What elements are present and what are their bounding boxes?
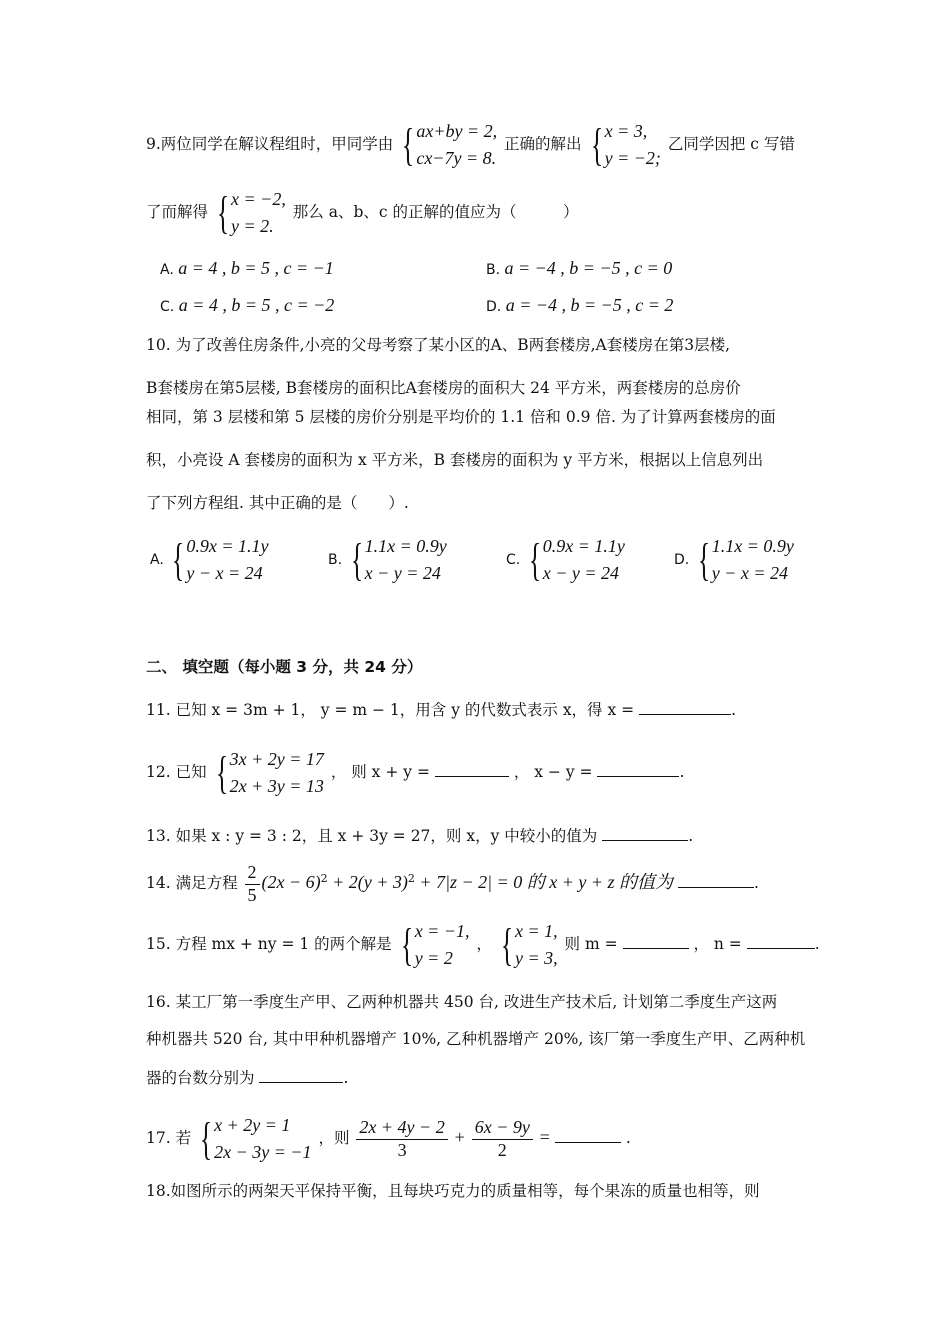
q9-system3 xyxy=(215,186,286,240)
q9-mid: 正确的解出 xyxy=(504,135,582,153)
q9-sys1-row1: ax+by = 2, xyxy=(416,121,498,141)
q17-answer-blank[interactable] xyxy=(555,1128,621,1143)
brace-icon: { xyxy=(199,1113,213,1164)
brace-icon: { xyxy=(697,534,710,585)
q14-answer-blank[interactable] xyxy=(678,873,754,888)
q10-option-c: C. { 0.9x = 1.1y x − y = 24 xyxy=(506,534,625,585)
q12-lead: 12. 已知 xyxy=(146,763,207,781)
q17: 17. 若 { x + 2y = 1 2x − 3y = −1 ，则 $\frac{2x + 4y - 2}{3}$ + $\frac{6x - 9y}{2}$ = . xyxy=(146,1113,631,1164)
q9-lead: 9.两位同学在解议程组时，甲同学由 xyxy=(146,135,394,153)
q15-system2: { x = 1, y = 3, xyxy=(500,919,558,970)
q17-system: { x + 2y = 1 2x − 3y = −1 xyxy=(199,1113,312,1164)
q10-option-d: D. { 1.1x = 0.9y y − x = 24 xyxy=(674,534,794,585)
brace-icon: { xyxy=(400,919,413,970)
q10-line3: 相同，第 3 层楼和第 5 层楼的房价分别是平均价的 1.1 倍和 0.9 倍. 为了计算两套楼房的面 xyxy=(146,408,776,426)
q9-system2 xyxy=(589,118,661,172)
q15-answer-blank-2[interactable] xyxy=(747,934,815,949)
q9-sys3-row1: x = −2, xyxy=(231,189,286,209)
brace-icon: { xyxy=(528,534,541,585)
q16-answer-blank[interactable] xyxy=(259,1068,343,1083)
q16-line2: 种机器共 520 台, 其中甲种机器增产 10%, 乙种机器增产 20%, 该厂第一季度生产甲、乙两种机 xyxy=(146,1030,806,1048)
q9-option-c: C. a = 4 , b = 5 , c = −2 xyxy=(160,295,335,315)
q9-line2-lead: 了而解得 xyxy=(146,203,209,221)
q13: 13. 如果 x : y = 3 : 2，且 x + 3y = 27，则 x，y 中较小的值为 . xyxy=(146,827,694,845)
q10-line4: 积，小亮设 A 套楼房的面积为 x 平方米，B 套楼房的面积为 y 平方米，根据以上信息列出 xyxy=(146,451,764,469)
q12-answer-blank-2[interactable] xyxy=(597,762,679,777)
q16-line3: 器的台数分别为 . xyxy=(146,1069,349,1087)
q9-line2-tail: 那么 a、b、c 的正解的值应为（ ） xyxy=(292,203,579,221)
q15-system1: { x = −1, y = 2 xyxy=(400,919,470,970)
q12-system: { 3x + 2y = 17 2x + 3y = 13 xyxy=(215,747,324,798)
brace-icon: { xyxy=(350,534,363,585)
q10-option-a: A. { 0.9x = 1.1y y − x = 24 xyxy=(150,534,269,585)
q14: 14. 满足方程 $\frac{2}{5}$ $(2x - 6)^2 + 2(y + 3)^2 + 7|z - 2| = 0$ 的 x + y + z 的值为 . xyxy=(146,862,759,905)
q9-line1 xyxy=(146,118,795,172)
q9-option-d: D. a = −4 , b = −5 , c = 2 xyxy=(486,295,674,315)
q17-fraction2: $\frac{6x - 9y}{2}$ xyxy=(472,1117,533,1161)
q16-line1: 16. 某工厂第一季度生产甲、乙两种机器共 450 台, 改进生产技术后, 计划第二季度生产这两 xyxy=(146,993,778,1011)
q11-answer-blank[interactable] xyxy=(639,700,731,715)
q14-lead: 14. 满足方程 xyxy=(146,874,238,893)
q9-option-b: B. a = −4 , b = −5 , c = 0 xyxy=(486,258,673,278)
brace-icon: { xyxy=(402,119,415,170)
q10-line2: B套楼房在第5层楼, B套楼房的面积比A套楼房的面积大 24 平方米，两套楼房的总房价 xyxy=(146,379,741,397)
q9-system1 xyxy=(400,118,497,172)
brace-icon: { xyxy=(172,534,185,585)
section-title: 二、 填空题（每小题 3 分，共 24 分） xyxy=(146,658,423,676)
q12-answer-blank-1[interactable] xyxy=(435,762,509,777)
q9-sys3-row2: y = 2. xyxy=(231,216,274,236)
q14-fraction: $\frac{2}{5}$ xyxy=(245,862,260,906)
q9-sys1-row2: cx−7y = 8. xyxy=(416,148,497,168)
q13-text: 13. 如果 x : y = 3 : 2，且 x + 3y = 27，则 x，y 中较小的值为 xyxy=(146,827,598,845)
brace-icon: { xyxy=(590,119,603,170)
q9-line2 xyxy=(146,186,578,240)
q15-lead: 15. 方程 mx + ny = 1 的两个解是 xyxy=(146,935,392,953)
q13-answer-blank[interactable] xyxy=(602,826,688,841)
q18: 18.如图所示的两架天平保持平衡，且每块巧克力的质量相等，每个果冻的质量也相等，则 xyxy=(146,1182,760,1200)
q10-line1: 10. 为了改善住房条件,小亮的父母考察了某小区的A、B两套楼房,A套楼房在第3层楼, xyxy=(146,336,730,354)
q10-line5: 了下列方程组. 其中正确的是（ ）. xyxy=(146,494,409,512)
q11-text: 11. 已知 x = 3m + 1， y = m − 1，用含 y 的代数式表示 x，得 x = xyxy=(146,701,635,719)
q9-option-a: A. a = 4 , b = 5 , c = −1 xyxy=(160,258,334,278)
brace-icon: { xyxy=(215,747,228,798)
q15-answer-blank-1[interactable] xyxy=(623,934,689,949)
q11: 11. 已知 x = 3m + 1， y = m − 1，用含 y 的代数式表示 x，得 x = . xyxy=(146,701,737,719)
q12: 12. 已知 { 3x + 2y = 17 2x + 3y = 13 ， 则 x + y = ， x − y = . xyxy=(146,747,685,798)
q9-sys2-row1: x = 3, xyxy=(604,121,648,141)
q15: 15. 方程 mx + ny = 1 的两个解是 { x = −1, y = 2 ， { x = 1, y = 3, 则 m = ， n = . xyxy=(146,919,820,970)
q9-tail: 乙同学因把 c 写错 xyxy=(667,135,795,153)
q9-sys2-row2: y = −2; xyxy=(604,148,661,168)
brace-icon: { xyxy=(500,919,513,970)
brace-icon: { xyxy=(216,187,230,238)
q17-fraction1: $\frac{2x + 4y - 2}{3}$ xyxy=(356,1117,447,1161)
q17-lead: 17. 若 xyxy=(146,1129,192,1147)
q10-option-b: B. { 1.1x = 0.9y x − y = 24 xyxy=(328,534,447,585)
